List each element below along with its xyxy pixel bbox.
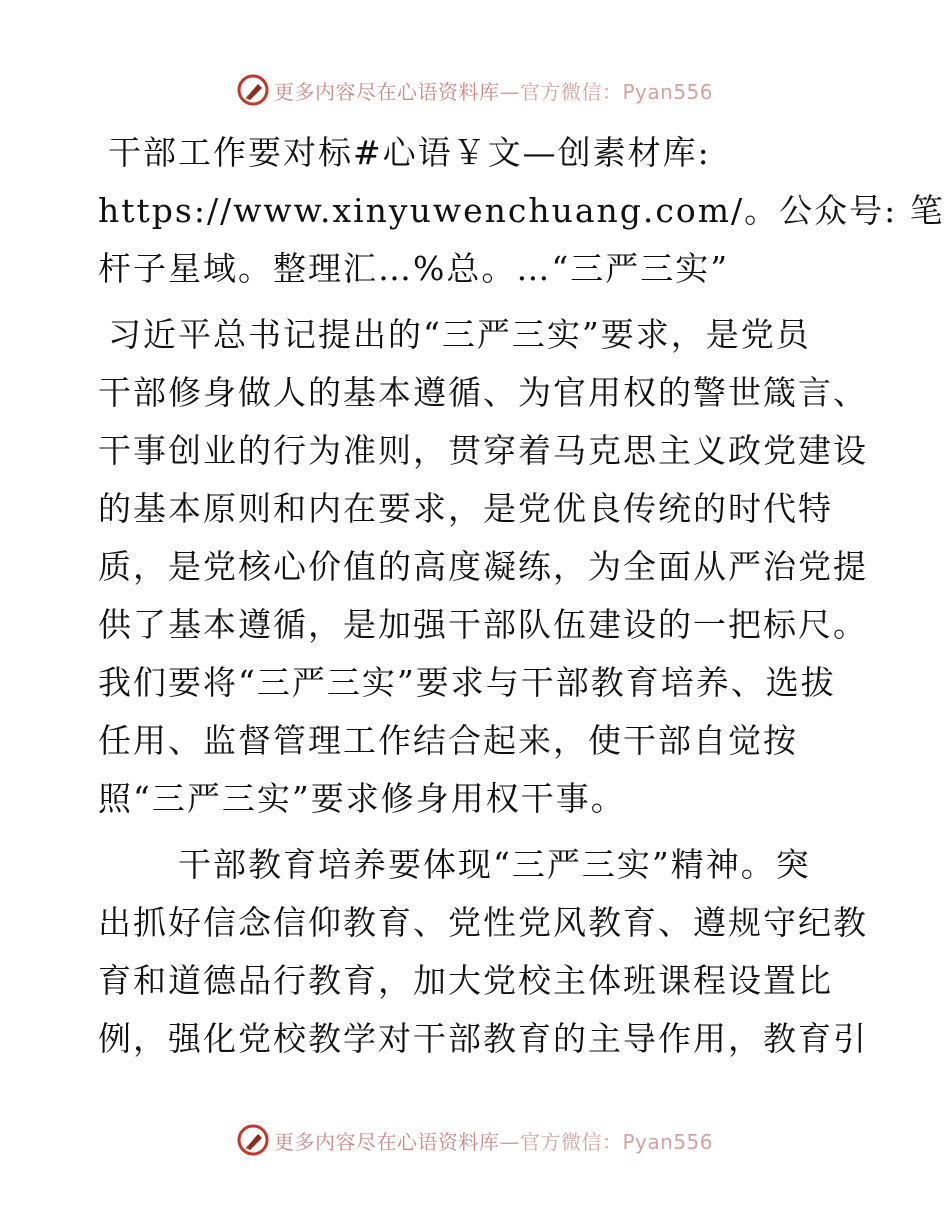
header-line: 杆子星域。整理汇…%总。…“三严三实”	[98, 249, 730, 288]
pen-nib-logo-icon	[236, 1123, 270, 1157]
paragraph-line: 例，强化党校教学对干部教育的主导作用，教育引	[98, 1019, 868, 1058]
paragraph-line: 干部修身做人的基本遵循、为官用权的警世箴言、	[98, 373, 868, 412]
paragraph-line: 育和道德品行教育，加大党校主体班课程设置比	[98, 961, 833, 1000]
paragraph-line: 照“三严三实”要求修身用权干事。	[98, 779, 626, 818]
paragraph-line: 我们要将“三严三实”要求与干部教育培养、选拔	[98, 663, 836, 702]
watermark-banner-bottom	[0, 1120, 950, 1160]
paragraph-line: 干部教育培养要体现“三严三实”精神。突	[178, 845, 811, 884]
header-line: 干部工作要对标#心语￥文—创素材库:	[108, 133, 711, 172]
watermark-banner-top	[0, 70, 950, 110]
watermark-text: 更多内容尽在心语资料库—官方微信：Pyan556	[274, 1129, 714, 1154]
paragraph-line: 任用、监督管理工作结合起来，使干部自觉按	[98, 721, 798, 760]
pen-nib-logo-icon	[236, 73, 270, 107]
document-body	[98, 124, 945, 1068]
watermark-text: 更多内容尽在心语资料库—官方微信：Pyan556	[274, 79, 714, 104]
paragraph-line: 习近平总书记提出的“三严三实”要求，是党员	[108, 315, 811, 354]
paragraph-line: 供了基本遵循，是加强干部队伍建设的一把标尺。	[98, 605, 868, 644]
paragraph-line: 出抓好信念信仰教育、党性党风教育、遵规守纪教	[98, 903, 868, 942]
header-line: https://www.xinyuwenchuang.com/。公众号: 笔	[98, 191, 945, 230]
paragraph-line: 的基本原则和内在要求，是党优良传统的时代特	[98, 489, 833, 528]
paragraph-line: 干事创业的行为准则，贯穿着马克思主义政党建设	[98, 431, 868, 470]
paragraph-line: 质，是党核心价值的高度凝练，为全面从严治党提	[98, 547, 868, 586]
